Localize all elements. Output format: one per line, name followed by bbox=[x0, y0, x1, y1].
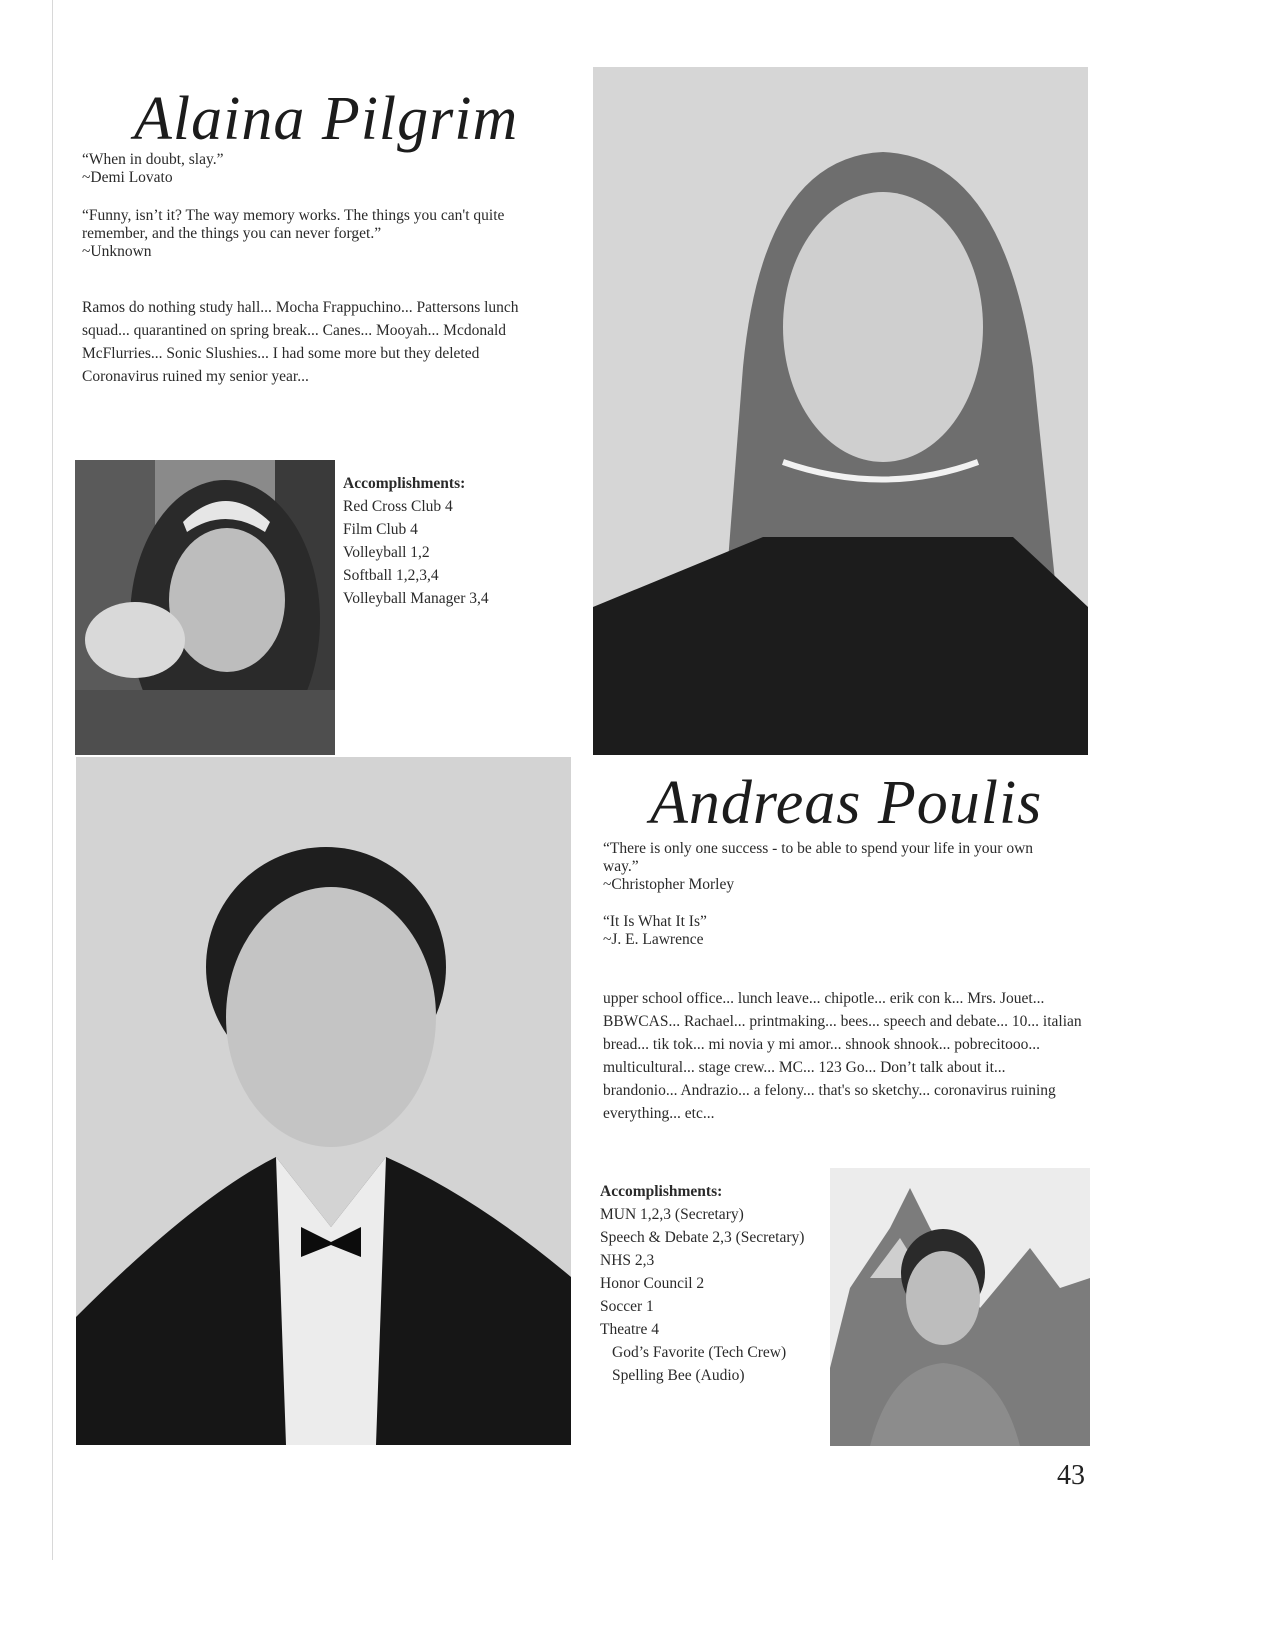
accomplishment-item: Film Club 4 bbox=[343, 521, 418, 538]
student-name-alaina: Alaina Pilgrim bbox=[134, 85, 519, 153]
alaina-accomplishments bbox=[343, 472, 489, 610]
andreas-quote-2-text: “It Is What It Is” bbox=[603, 913, 707, 930]
andreas-accomplishments-title: Accomplishments: bbox=[600, 1183, 723, 1200]
andreas-quote-2 bbox=[603, 913, 1063, 949]
andreas-accomplishments-list bbox=[600, 1203, 804, 1387]
accomplishment-item: NHS 2,3 bbox=[600, 1252, 655, 1269]
alaina-portrait-photo bbox=[593, 67, 1088, 755]
alaina-quote-1 bbox=[82, 151, 552, 187]
andreas-quote-1-author: ~Christopher Morley bbox=[603, 876, 735, 893]
alaina-quote-2-text: “Funny, isn’t it? The way memory works. The things you can't quite remember, and the things you can never forget.” bbox=[82, 207, 505, 242]
accomplishment-item: Theatre 4 bbox=[600, 1321, 659, 1338]
portrait-photo-graphic bbox=[593, 67, 1088, 755]
alaina-quote-2 bbox=[82, 207, 542, 261]
accomplishment-item: Softball 1,2,3,4 bbox=[343, 567, 439, 584]
accomplishment-item: Speech & Debate 2,3 (Secretary) bbox=[600, 1229, 805, 1246]
andreas-candid-photo bbox=[830, 1168, 1090, 1446]
alaina-accomplishments-title: Accomplishments: bbox=[343, 475, 466, 492]
page-edge-line bbox=[52, 0, 53, 1560]
accomplishment-item: Volleyball 1,2 bbox=[343, 544, 430, 561]
candid-photo-graphic bbox=[830, 1168, 1090, 1446]
alaina-accomplishments-list bbox=[343, 495, 489, 610]
accomplishment-item: Volleyball Manager 3,4 bbox=[343, 590, 489, 607]
andreas-quote-2-author: ~J. E. Lawrence bbox=[603, 931, 704, 948]
accomplishment-item: Soccer 1 bbox=[600, 1298, 654, 1315]
andreas-memories: upper school office... lunch leave... chipotle... erik con k... Mrs. Jouet... BBWCAS... Rachael... printmaking... bees... speech and debate... 10... italian bread... tik tok... mi novia y mi amor... shnook shnook... pobrecitooo... multicultural... stage crew... MC... 123 Go... Don’t talk about it... brandonio... Andrazio... a felony... that's so sketchy... coronavirus ruining everything... etc... bbox=[603, 990, 1082, 1122]
andreas-portrait-photo bbox=[76, 757, 571, 1445]
portrait-photo-graphic bbox=[76, 757, 571, 1445]
accomplishment-subitem: Spelling Bee (Audio) bbox=[612, 1367, 745, 1384]
alaina-quote-1-author: ~Demi Lovato bbox=[82, 169, 173, 186]
alaina-quote-1-text: “When in doubt, slay.” bbox=[82, 151, 224, 168]
student-name-andreas: Andreas Poulis bbox=[650, 769, 1043, 837]
accomplishment-item: MUN 1,2,3 (Secretary) bbox=[600, 1206, 744, 1223]
alaina-quote-2-author: ~Unknown bbox=[82, 243, 152, 260]
page-number: 43 bbox=[1057, 1460, 1085, 1491]
accomplishment-item: Red Cross Club 4 bbox=[343, 498, 453, 515]
accomplishment-subitem: God’s Favorite (Tech Crew) bbox=[612, 1344, 787, 1361]
alaina-memories: Ramos do nothing study hall... Mocha Frappuchino... Pattersons lunch squad... quarantined on spring break... Canes... Mooyah... Mcdonald McFlurries... Sonic Slushies... I had some more but they deleted Coronavirus ruined my senior year... bbox=[82, 299, 519, 385]
alaina-candid-photo bbox=[75, 460, 335, 755]
accomplishment-item: Honor Council 2 bbox=[600, 1275, 705, 1292]
andreas-quote-1 bbox=[603, 840, 1063, 894]
candid-photo-graphic bbox=[75, 460, 335, 755]
andreas-quote-1-text: “There is only one success - to be able to spend your life in your own way.” bbox=[603, 840, 1034, 875]
andreas-accomplishments bbox=[600, 1180, 804, 1387]
